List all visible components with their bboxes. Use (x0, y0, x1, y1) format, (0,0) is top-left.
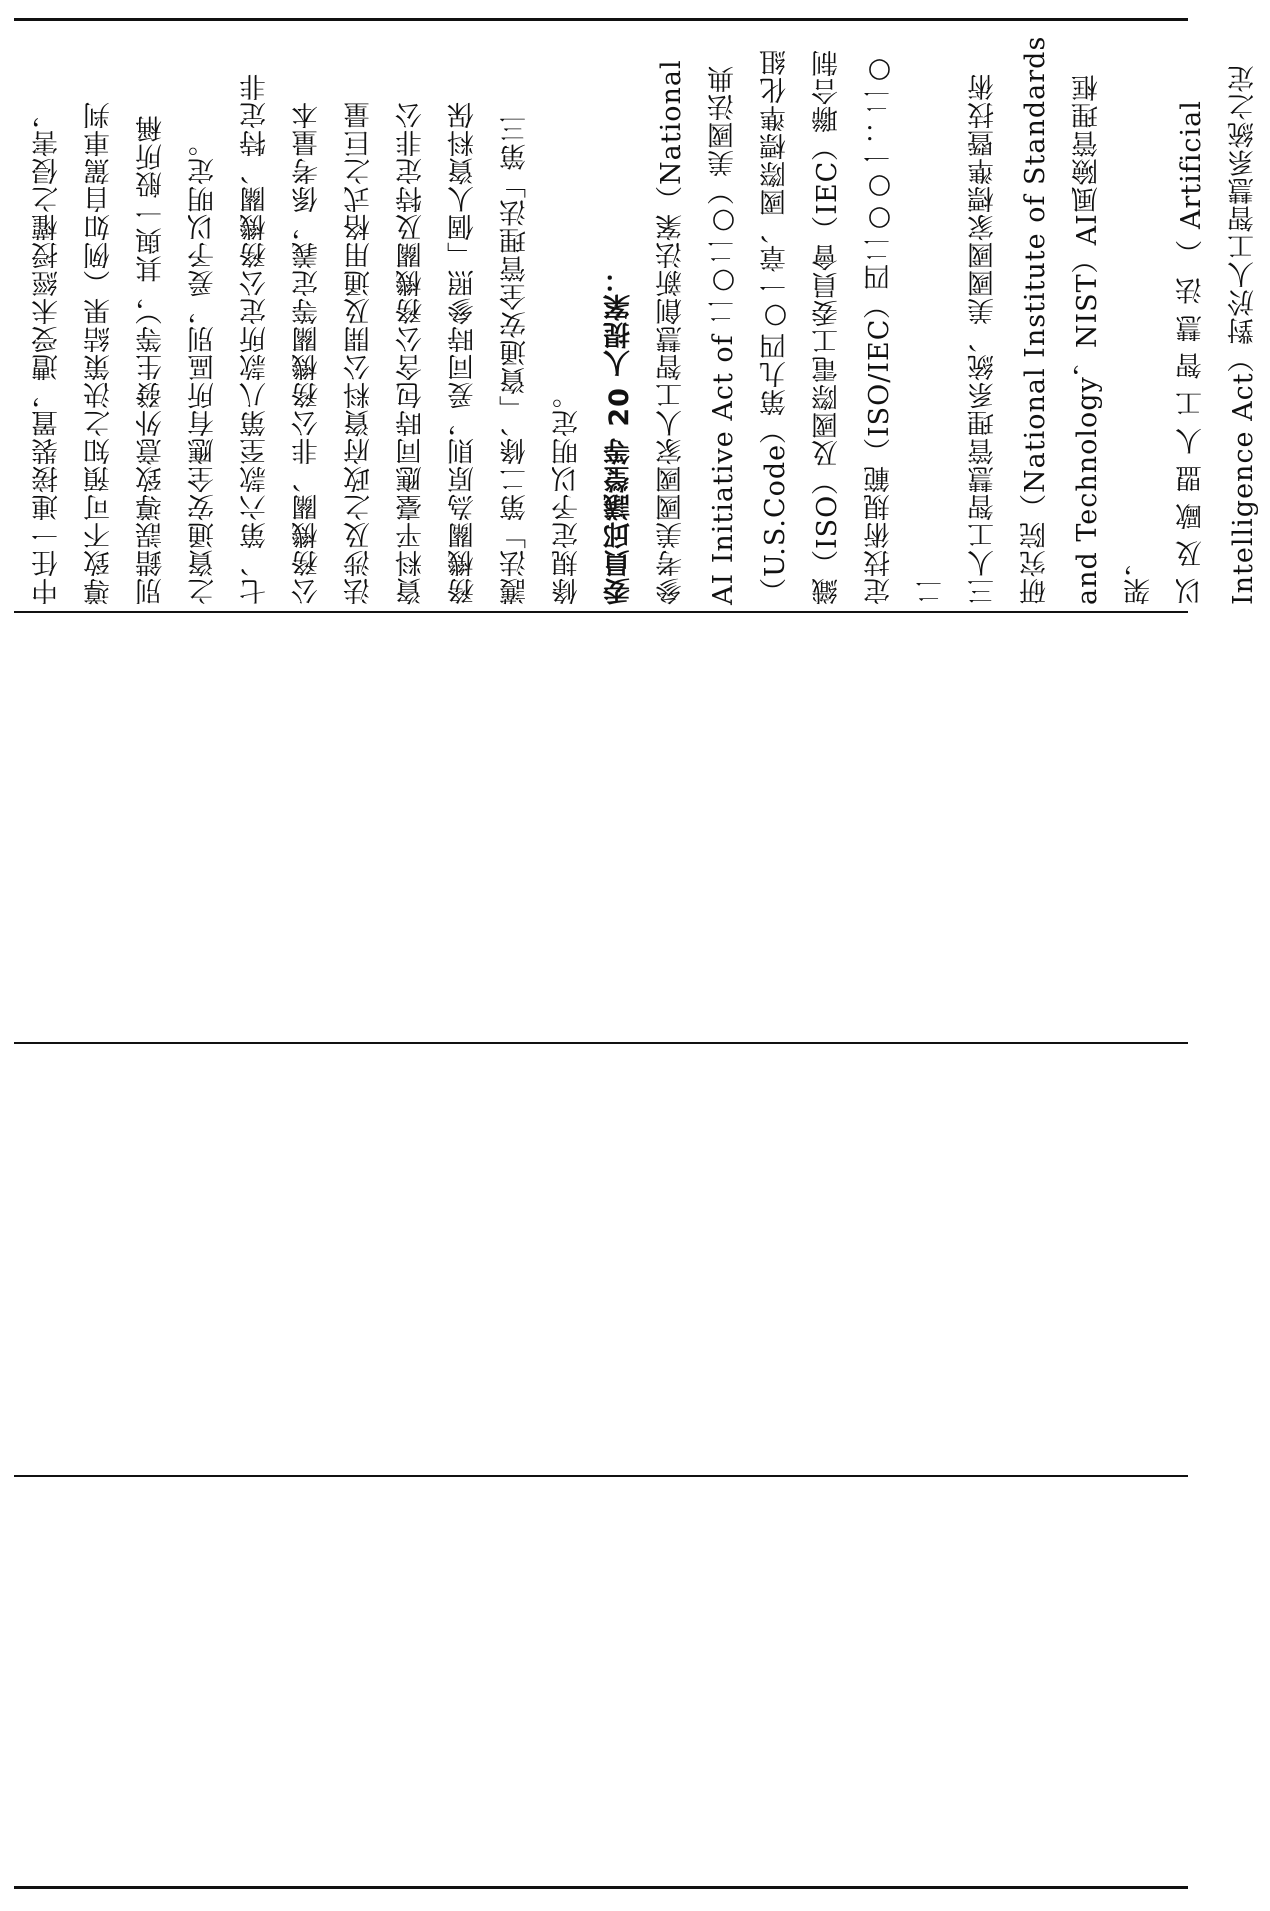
empty-table-cell (14, 613, 1188, 1042)
text-line: 以 及 歐 盟 人 工 智 慧 法 （ Artificial (1176, 100, 1207, 605)
text-line: AI Initiative Act of 二○二○）美國法典 (708, 64, 739, 605)
table-top-border (14, 18, 1188, 21)
text-line: 三人工智慧管理系統、美國國家標準暨技術 (968, 73, 999, 605)
text-line: 之資通安全應有所區別，爰予以明定。 (188, 129, 219, 605)
proposal-heading: 委員邱議瑩等 20 人提案： (604, 264, 635, 605)
text-line: 導致不可預知之決策結果（例如自駕車判 (84, 101, 115, 605)
text-line: and Technology，NIST）AI風險管理框架， (1072, 73, 1155, 605)
text-line: 公務機關、非公務機關等定義，係考量本 (292, 101, 323, 605)
text-line: 護法」第二條、「資通安全管理法」第三 (500, 114, 531, 605)
text-line: 織（ISO）及國際電工委員會（IEC）聯合制 (812, 48, 843, 605)
text-line: （U.S.Code）第九四○一章、國際標準化組 (760, 47, 791, 605)
empty-table-cell (14, 1044, 1188, 1475)
table-bottom-border (14, 1886, 1188, 1889)
text-line: 中任一連接裝置，遭受未經授權之侵害， (32, 101, 63, 605)
empty-table-cell (14, 1477, 1188, 1886)
text-line: 定技術規範（ISO/IEC）四二○○一：二○二 (864, 54, 947, 605)
text-line: 條規定予以明定。 (552, 381, 583, 605)
text-line: 法涉及之政府資料公開及通用格式之巨量 (344, 101, 375, 605)
paragraph-proposal (594, 30, 1270, 605)
paragraph-ai-security (22, 30, 594, 605)
text-line: Intelligence Act）對於人工智慧系統之定 (1228, 64, 1259, 605)
vertical-text-cell (22, 30, 1259, 605)
text-line: 務機關為原則，爰同時參照「個人資料保 (448, 101, 479, 605)
text-line: 別錯誤導致意外發生等），其與一般所稱 (136, 114, 167, 605)
text-line: 參考美國國家人工智慧創新法案（National (656, 59, 687, 605)
text-line: 七、第六款至第八款所定公務機關、特定非 (240, 73, 271, 605)
text-line: 研究院（National Institute of Standards (1020, 35, 1051, 605)
text-line: 資料平臺應同時包含公務機關及特定非公 (396, 101, 427, 605)
